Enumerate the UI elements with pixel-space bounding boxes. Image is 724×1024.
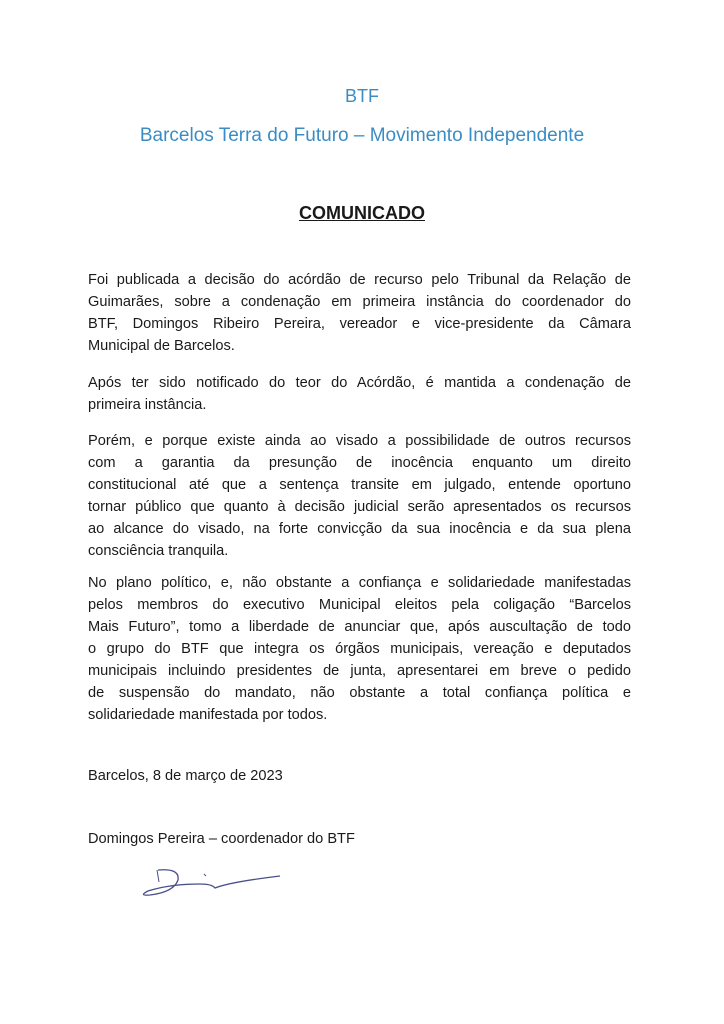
paragraph-3 — [88, 430, 631, 562]
paragraph-line: de suspensão do mandato, não obstante a total confiança política e — [88, 685, 631, 701]
organization-name: Barcelos Terra do Futuro – Movimento Independente — [139, 125, 585, 146]
paragraph-line: ao alcance do visado, na forte convicção da sua inocência e da sua plena — [88, 521, 631, 537]
paragraph-1 — [88, 269, 631, 357]
paragraph-line: pelos membros do executivo Municipal eleitos pela coligação “Barcelos — [88, 597, 631, 613]
paragraph-line: solidariedade manifestada por todos. — [88, 707, 328, 723]
paragraph-line: Após ter sido notificado do teor do Acórdão, é mantida a condenação de — [88, 375, 631, 391]
paragraph-4 — [88, 572, 631, 726]
paragraph-line: BTF, Domingos Ribeiro Pereira, vereador e vice-presidente da Câmara — [88, 316, 631, 332]
paragraph-2 — [88, 372, 631, 416]
paragraph-line: Mais Futuro”, tomo a liberdade de anunciar que, após auscultação de todo — [88, 619, 631, 635]
paragraph-line: tornar público que quanto à decisão judicial serão apresentados os recursos — [88, 499, 631, 515]
date-line: Barcelos, 8 de março de 2023 — [88, 768, 283, 784]
paragraph-line: Foi publicada a decisão do acórdão de recurso pelo Tribunal da Relação de — [88, 272, 631, 288]
paragraph-line: municipais incluindo presidentes de junta, apresentarei em breve o pedido — [88, 663, 631, 679]
document-title: COMUNICADO — [299, 203, 425, 223]
signer-line: Domingos Pereira – coordenador do BTF — [88, 831, 355, 847]
paragraph-line: primeira instância. — [88, 397, 207, 413]
paragraph-line: consciência tranquila. — [88, 543, 229, 559]
paragraph-line: com a garantia da presunção de inocência enquanto um direito — [88, 455, 631, 471]
paragraph-line: Guimarães, sobre a condenação em primeira instância do coordenador do — [88, 294, 631, 310]
paragraph-line: constitucional até que a sentença transite em julgado, entende oportuno — [88, 477, 631, 493]
signature — [140, 862, 290, 902]
paragraph-line: Municipal de Barcelos. — [88, 338, 235, 354]
organization-acronym: BTF — [345, 86, 379, 106]
paragraph-line: No plano político, e, não obstante a confiança e solidariedade manifestadas — [88, 575, 631, 591]
paragraph-line: Porém, e porque existe ainda ao visado a possibilidade de outros recursos — [88, 433, 631, 449]
paragraph-line: o grupo do BTF que integra os órgãos municipais, vereação e deputados — [88, 641, 631, 657]
